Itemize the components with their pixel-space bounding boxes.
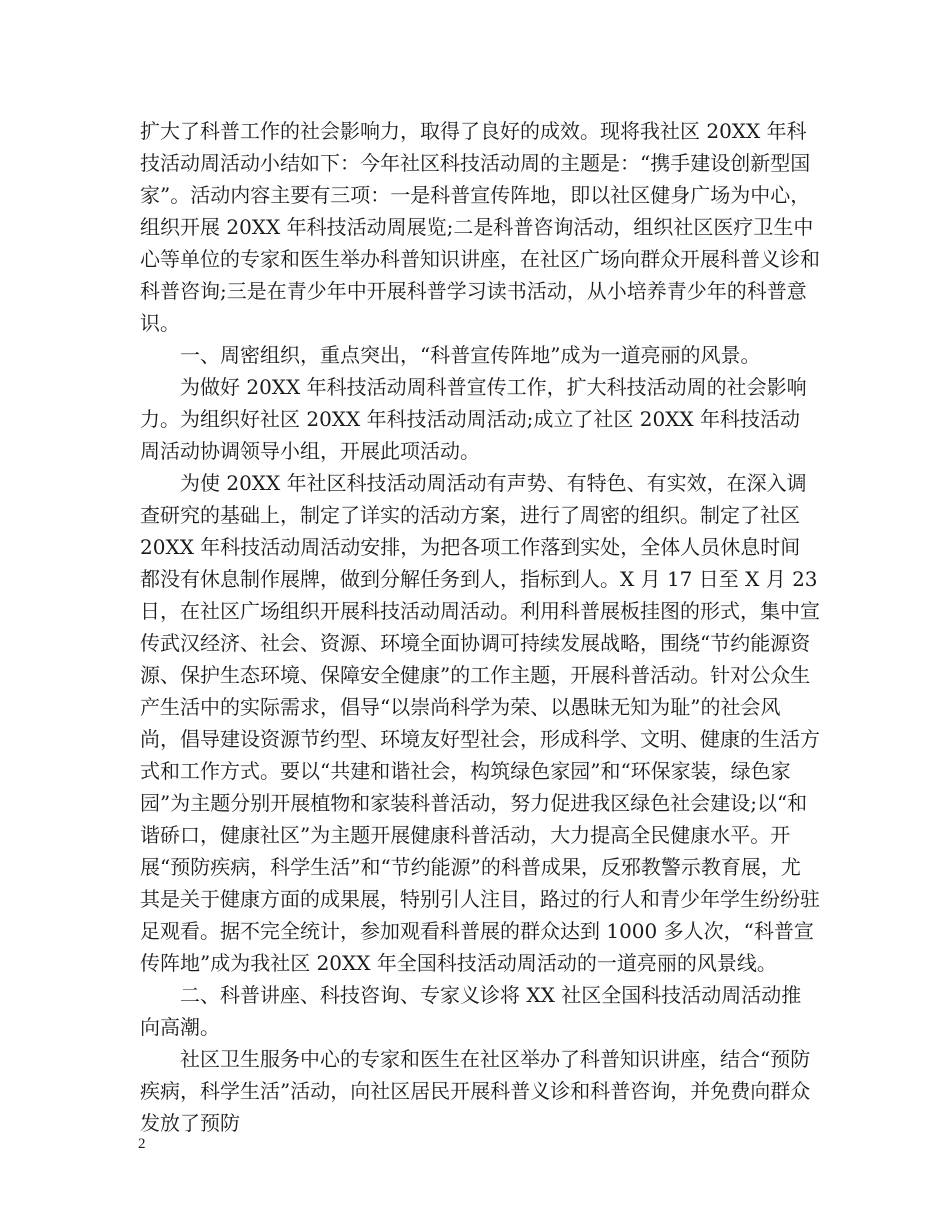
paragraph-1: 扩大了科普工作的社会影响力，取得了良好的成效。现将我社区 20XX 年科技活动周活动小结如下：今年社区科技活动周的主题是：“携手建设创新型国家”。活动内容主要有三项：一是科普宣传阵地，即以社区健身广场为中心，组织开展 20XX 年科技活动周展览;二是科普咨询活动，组织社区医疗卫生中心等单位的专家和医生举办科普知识讲座，在社区广场向群众开展科普义诊和科普咨询;三是在青少年中开展科普学习读书活动，从小培养青少年的科普意识。 [140, 119, 820, 335]
page-number: 2 [138, 1136, 146, 1152]
paragraph-2: 为做好 20XX 年科技活动周科普宣传工作，扩大科技活动周的社会影响力。为组织好社区 20XX 年科技活动周活动;成立了社区 20XX 年科技活动周活动协调领导小组，开展此项活动。 [140, 375, 807, 463]
section-heading-1: 一、周密组织，重点突出，“科普宣传阵地”成为一道亮丽的风景。 [180, 343, 761, 367]
section-heading-2: 二、科普讲座、科技咨询、专家义诊将 XX 社区全国科技活动周活动推向高潮。 [140, 983, 802, 1039]
document-body [140, 115, 820, 1139]
paragraph-4: 社区卫生服务中心的专家和医生在社区举办了科普知识讲座，结合“预防疾病，科学生活”活动，向社区居民开展科普义诊和科普咨询，并免费向群众发放了预防 [140, 1047, 811, 1135]
paragraph-3: 为使 20XX 年社区科技活动周活动有声势、有特色、有实效，在深入调查研究的基础上，制定了详实的活动方案，进行了周密的组织。制定了社区 20XX 年科技活动周活动安排，为把各项工作落到实处，全体人员休息时间都没有休息制作展牌，做到分解任务到人，指标到人。X 月 17 日至 X 月 23 日，在社区广场组织开展科技活动周活动。利用科普展板挂图的形式，集中宣传武汉经济、社会、资源、环境全面协调可持续发展战略，围绕“节约能源资源、保护生态环境、保障安全健康”的工作主题，开展科普活动。针对公众生产生活中的实际需求，倡导“以崇尚科学为荣、以愚昧无知为耻”的社会风尚，倡导建设资源节约型、环境友好型社会，形成科学、文明、健康的生活方式和工作方式。要以“共建和谐社会，构筑绿色家园”和“环保家装，绿色家园”为主题分别开展植物和家装科普活动，努力促进我区绿色社会建设;以“和谐硚口，健康社区”为主题开展健康科普活动，大力提高全民健康水平。开展“预防疾病，科学生活”和“节约能源”的科普成果，反邪教警示教育展，尤其是关于健康方面的成果展，特别引人注目，路过的行人和青少年学生纷纷驻足观看。据不完全统计，参加观看科普展的群众达到 1000 多人次，“科普宣传阵地”成为我社区 20XX 年全国科技活动周活动的一道亮丽的风景线。 [140, 471, 820, 975]
